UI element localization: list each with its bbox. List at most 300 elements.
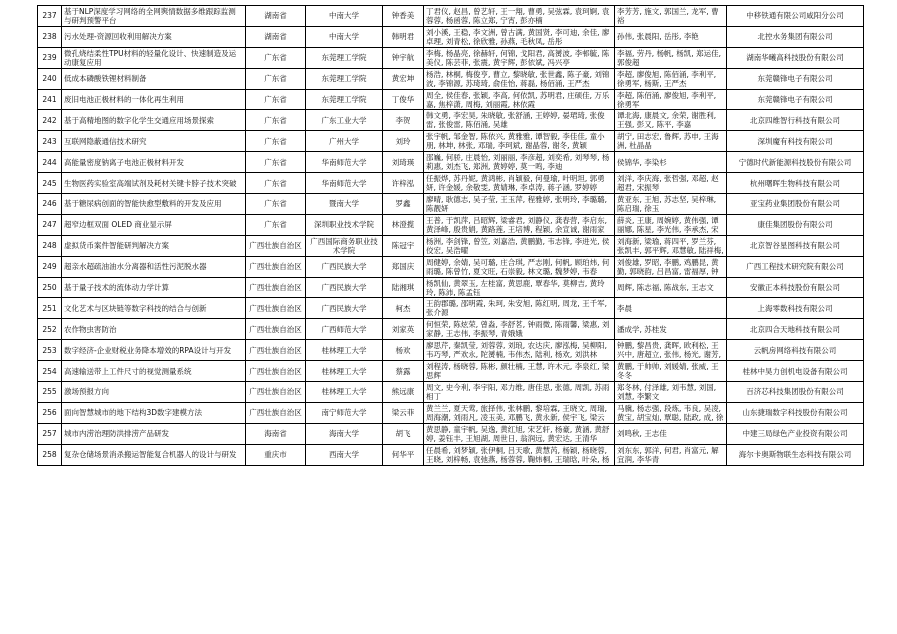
province: 广西壮族自治区 [249, 324, 302, 334]
team-members-cell [424, 152, 615, 173]
team-leader-cell [383, 361, 424, 382]
team-members-cell [424, 382, 615, 403]
enterprise-mentors: 胡宁, 田志宏, 鲁辉, 苏申, 王海洲, 杜晶晶 [617, 132, 719, 151]
project-title-cell [62, 256, 246, 277]
team-leader: 陆湘琪 [391, 283, 415, 293]
university: 东莞理工学院 [321, 95, 367, 104]
province: 湖南省 [264, 32, 287, 42]
team-members-cell [424, 89, 615, 110]
province-cell [246, 235, 306, 256]
project-title-cell [62, 194, 246, 215]
province-cell [246, 214, 306, 235]
row-number-cell [38, 444, 62, 465]
project-title: 基于高精地图的数字化学生交通应用场景探索 [64, 115, 214, 125]
team-members-cell [424, 68, 615, 89]
enterprise-mentors-cell [615, 298, 727, 319]
province: 广东省 [264, 53, 287, 63]
enterprise-name-cell [727, 194, 864, 215]
table-row [38, 152, 864, 173]
team-leader: 陈冠宇 [391, 241, 415, 251]
enterprise-mentors: 刘洋, 李庆海, 张哲强, 邓超, 赵超君, 宋振琴 [617, 174, 719, 193]
project-title-cell [62, 173, 246, 194]
enterprise-name: 山东捷瑞数字科技股份有限公司 [742, 408, 848, 418]
row-number-cell [38, 361, 62, 382]
team-leader-cell [383, 319, 424, 340]
row-number-cell [38, 277, 62, 298]
row-number: 255 [42, 387, 57, 397]
row-number: 240 [42, 74, 57, 84]
province-cell [246, 110, 306, 131]
team-leader-cell [383, 340, 424, 361]
row-number-cell [38, 47, 62, 68]
university: 西南大学 [329, 450, 359, 460]
enterprise-name-cell [727, 152, 864, 173]
university: 广西民族大学 [321, 303, 367, 313]
university-cell [306, 110, 383, 131]
university-cell [306, 423, 383, 444]
team-leader: 刘家英 [391, 324, 415, 334]
project-title: 低成本磷酸铁锂材料制备 [64, 74, 147, 84]
enterprise-mentors: 黄鹏, 于帅帅, 刘媛婧, 张威, 王冬冬 [617, 362, 719, 381]
enterprise-mentors: 周辉, 陈志福, 陈战东, 王志文 [617, 283, 714, 293]
team-leader: 林澄揽 [391, 220, 415, 230]
enterprise-mentors-cell [615, 277, 727, 298]
province: 广西壮族自治区 [249, 366, 302, 376]
province-cell [246, 173, 306, 194]
row-number-cell [38, 89, 62, 110]
enterprise-mentors-cell [615, 444, 727, 465]
university: 中南大学 [329, 11, 359, 21]
university-cell [306, 131, 383, 152]
university: 广西国际商务职业技术学院 [310, 236, 378, 255]
province-cell [246, 361, 306, 382]
enterprise-mentors-cell [615, 131, 727, 152]
table-row [38, 194, 864, 215]
enterprise-name: 安徽正本科技股份有限公司 [750, 283, 840, 293]
table-row [38, 26, 864, 47]
team-members-cell [424, 444, 615, 465]
enterprise-name: 海尔卡奥斯物联生态科技有限公司 [738, 450, 852, 460]
table-row [38, 298, 864, 319]
province: 广西壮族自治区 [249, 408, 302, 418]
row-number: 244 [42, 157, 57, 167]
row-number: 250 [42, 283, 57, 293]
province: 广东省 [264, 199, 287, 209]
team-members: 杨浩, 林桐, 梅俊亨, 曹立, 黎晓敏, 张世鑫, 陈子豪, 刘锦波, 李锦源, 苏琦琦, 俞佳怡, 蒋磊, 杨佰涌, 王严杰 [426, 69, 610, 88]
team-members-cell [424, 26, 615, 47]
enterprise-name-cell [727, 256, 864, 277]
row-number: 243 [42, 136, 57, 146]
team-leader: 何华平 [391, 450, 415, 460]
project-title: 基于NLP深度学习网络的全网舆情数据多维跟踪监测与研判预警平台 [64, 6, 236, 25]
row-number-cell [38, 173, 62, 194]
enterprise-name-cell [727, 423, 864, 444]
project-title: 文化艺术与区块链等数字科技的结合与创新 [64, 303, 207, 313]
team-members: 任振烨, 苏丹妮, 黄鸿彬, 肖颖毅, 何曼瑜, 叶明坦, 郭勇妍, 许金媛, 余敬雯, 黄婧琳, 李卓涛, 蒋子涵, 罗婷婷 [426, 174, 605, 193]
table-row [38, 235, 864, 256]
enterprise-name: 东莞赣锋电子有限公司 [757, 95, 833, 104]
enterprise-mentors-cell [615, 402, 727, 423]
table-row [38, 173, 864, 194]
project-title: 微孔烧结柔性TPU材料的轻量化设计、快速制造及运动康复应用 [64, 48, 237, 67]
project-title: 废旧电池正极材料的一体化再生利用 [64, 95, 184, 104]
university-cell [306, 152, 383, 173]
project-title-cell [62, 340, 246, 361]
university: 华南师范大学 [321, 157, 367, 167]
enterprise-name-cell [727, 402, 864, 423]
university: 东莞理工学院 [321, 74, 367, 84]
university-cell [306, 173, 383, 194]
province: 广西壮族自治区 [249, 283, 302, 293]
project-list-sheet [37, 5, 863, 466]
row-number-cell [38, 382, 62, 403]
table-row [38, 277, 864, 298]
province-cell [246, 298, 306, 319]
project-title: 城市内涝治理防洪排涝产品研发 [64, 429, 169, 439]
university: 华南师范大学 [321, 178, 367, 188]
enterprise-mentors: 李福, 劳丹, 杨帆, 杨凯, 郑运佳, 郭俊超 [617, 48, 721, 67]
province-cell [246, 340, 306, 361]
table-row [38, 361, 864, 382]
university-cell [306, 340, 383, 361]
team-members-cell [424, 298, 615, 319]
enterprise-mentors: 李超, 廖俊旭, 陈佰涌, 李利平, 徐勇军, 杨斯, 王严杰 [617, 69, 717, 88]
team-leader-cell [383, 382, 424, 403]
team-leader: 郑国庆 [391, 262, 415, 272]
university: 桂林理工大学 [321, 387, 367, 397]
table-row [38, 214, 864, 235]
province-cell [246, 26, 306, 47]
project-title-cell [62, 382, 246, 403]
project-title: 激场预报方向 [64, 387, 109, 397]
province-cell [246, 194, 306, 215]
province-cell [246, 131, 306, 152]
province-cell [246, 89, 306, 110]
table-row [38, 423, 864, 444]
enterprise-mentors: 侯锦华, 李染杉 [617, 157, 667, 167]
project-title-cell [62, 214, 246, 235]
province-cell [246, 152, 306, 173]
project-title-cell [62, 6, 246, 27]
enterprise-mentors-cell [615, 26, 727, 47]
university: 广西民族大学 [321, 262, 367, 272]
province-cell [246, 319, 306, 340]
team-leader-cell [383, 131, 424, 152]
team-leader-cell [383, 277, 424, 298]
team-leader-cell [383, 47, 424, 68]
team-leader: 柯杰 [395, 303, 411, 313]
team-members-cell [424, 235, 615, 256]
row-number: 239 [42, 53, 57, 63]
enterprise-name: 百济芯科技集团股份有限公司 [746, 387, 844, 397]
university-cell [306, 235, 383, 256]
province-cell [246, 277, 306, 298]
province: 广东省 [264, 157, 287, 167]
row-number-cell [38, 6, 62, 27]
project-title: 污水处理-资源回收利用解决方案 [64, 32, 172, 42]
project-title-cell [62, 26, 246, 47]
project-title-cell [62, 89, 246, 110]
province: 广西壮族自治区 [249, 241, 302, 251]
team-members-cell [424, 131, 615, 152]
university-cell [306, 444, 383, 465]
province-cell [246, 256, 306, 277]
team-members: 黄兰兰, 夏天莺, 旅择伟, 张林鹏, 黎培霖, 王晓文, 周瑞, 周海潮, 刘雨凡, 凌玉美, 邓鹏飞, 黄永新, 侯宇飞, 梁云 [426, 403, 607, 422]
row-number-cell [38, 131, 62, 152]
team-members-cell [424, 110, 615, 131]
team-leader-cell [383, 444, 424, 465]
enterprise-mentors-cell [615, 382, 727, 403]
enterprise-mentors-cell [615, 256, 727, 277]
team-members: 王普, 于凯萍, 吕昭辉, 梁睿君, 刘静仪, 龚春营, 李启东, 黄泽峰, 殷贵娟, 黄路莲, 王培博, 程颖, 余宣诚, 谢雨家 [426, 215, 607, 234]
team-members: 周文, 史今利, 李宇阳, 邓力维, 唐佳思, 张德, 周凯, 苏雨相丁 [426, 382, 610, 401]
team-leader-cell [383, 110, 424, 131]
province: 广西壮族自治区 [249, 303, 302, 313]
team-leader-cell [383, 402, 424, 423]
team-members-cell [424, 361, 615, 382]
team-leader-cell [383, 423, 424, 444]
team-leader: 韩明君 [391, 32, 415, 42]
table-row [38, 382, 864, 403]
university: 广西民族大学 [321, 283, 367, 293]
table-row [38, 402, 864, 423]
project-title-cell [62, 110, 246, 131]
team-members: 杨凯仙, 黄翠玉, 左桂富, 黄思鹿, 覃春华, 莫柳吉, 黄玲玲, 陈沛, 陈孟钰 [426, 278, 605, 297]
team-members-cell [424, 173, 615, 194]
table-row [38, 444, 864, 465]
province-cell [246, 382, 306, 403]
university-cell [306, 319, 383, 340]
team-members: 廖思芹, 秦凯莹, 刘蓉蓉, 刘琅, 农达庆, 廖泓梅, 吴柳阳, 韦巧琴, 严欢永, 陀赟楠, 韦伟杰, 陆利, 杨欢, 刘洪林 [426, 341, 607, 360]
project-title: 高速输送带上工件尺寸的视觉测量系统 [64, 366, 192, 376]
row-number-cell [38, 194, 62, 215]
row-number: 253 [42, 345, 57, 355]
project-title: 面向智慧城市的地下结构3D数字建模方法 [64, 408, 203, 418]
university-cell [306, 382, 383, 403]
enterprise-name-cell [727, 68, 864, 89]
enterprise-name: 北京四维智行科技有限公司 [750, 115, 840, 125]
project-title-cell [62, 47, 246, 68]
enterprise-mentors-cell [615, 68, 727, 89]
team-members: 任晨希, 刘梦颖, 张伊桐, 吕天歌, 黄慧芮, 杨颖, 杨晓蓉, 王晓, 刘梓畅, 袁弛燕, 杨蓉蓉, 鞠炜桐, 王瑞晗, 叶朵, 杨 [426, 445, 610, 464]
enterprise-mentors: 李超, 陈佰涌, 廖俊旭, 李利平, 徐勇军 [617, 90, 717, 109]
university: 桂林理工大学 [321, 345, 367, 355]
enterprise-name: 东莞赣锋电子有限公司 [757, 74, 833, 84]
enterprise-name-cell [727, 89, 864, 110]
province: 海南省 [264, 429, 287, 439]
table-row [38, 89, 864, 110]
enterprise-name-cell [727, 319, 864, 340]
enterprise-mentors-cell [615, 214, 727, 235]
enterprise-name-cell [727, 444, 864, 465]
project-title-cell [62, 402, 246, 423]
project-title-cell [62, 319, 246, 340]
project-title: 高能量密度钠离子电池正极材料开发 [64, 157, 184, 167]
enterprise-name-cell [727, 26, 864, 47]
team-leader-cell [383, 256, 424, 277]
table-row [38, 256, 864, 277]
enterprise-name-cell [727, 235, 864, 256]
row-number: 251 [42, 303, 57, 313]
team-members: 王韵郡璐, 邵明霞, 朱珂, 朱安旭, 陈红明, 周龙, 王千军, 张介源 [426, 299, 607, 318]
enterprise-mentors: 谭北海, 康晨文, 余荣, 谢胜利, 王强, 彭又, 陈平, 李嘉 [617, 111, 717, 130]
university-cell [306, 277, 383, 298]
enterprise-name: 深圳魔有科技有限公司 [757, 136, 833, 146]
team-members: 廖晴, 耿德志, 吴子莹, 王玉萍, 程雅婷, 张明玲, 李璐璐, 陈靓妍 [426, 194, 607, 213]
enterprise-name: 北京四合天地科技有限公司 [750, 324, 840, 334]
university-cell [306, 298, 383, 319]
row-number: 237 [42, 11, 57, 21]
enterprise-mentors-cell [615, 152, 727, 173]
row-number: 258 [42, 450, 57, 460]
enterprise-name: 桂林中昊力创机电设备有限公司 [742, 366, 848, 376]
enterprise-name: 北控水务集团有限公司 [757, 32, 833, 42]
row-number-cell [38, 68, 62, 89]
enterprise-name-cell [727, 277, 864, 298]
row-number-cell [38, 340, 62, 361]
enterprise-mentors-cell [615, 340, 727, 361]
enterprise-mentors: 郑冬林, 付泽雄, 刘韦慧, 刘国, 刘慧, 李繁文 [617, 382, 717, 401]
team-members-cell [424, 214, 615, 235]
enterprise-mentors-cell [615, 89, 727, 110]
row-number-cell [38, 423, 62, 444]
team-leader: 胡飞 [395, 429, 411, 439]
project-title-cell [62, 235, 246, 256]
province-cell [246, 402, 306, 423]
project-title: 基于量子技术的流体动力学计算 [64, 283, 169, 293]
row-number: 248 [42, 241, 57, 251]
province: 广东省 [264, 95, 287, 104]
team-leader: 罗鑫 [395, 199, 411, 209]
team-members-cell [424, 423, 615, 444]
university: 中南大学 [329, 32, 359, 42]
province: 广东省 [264, 136, 287, 146]
province-cell [246, 444, 306, 465]
row-number: 246 [42, 199, 57, 209]
row-number: 238 [42, 32, 57, 42]
enterprise-mentors: 刘东东, 郭洋, 何君, 肖富元, 解宜润, 李华青 [617, 445, 719, 464]
project-title-cell [62, 152, 246, 173]
university-cell [306, 47, 383, 68]
enterprise-name: 广西工程技术研究院有限公司 [746, 262, 844, 272]
row-number: 254 [42, 366, 57, 376]
team-leader: 梁云菲 [391, 408, 415, 418]
enterprise-name-cell [727, 47, 864, 68]
team-leader: 丁俊华 [391, 95, 415, 104]
team-leader: 钟香美 [391, 11, 415, 21]
enterprise-mentors-cell [615, 361, 727, 382]
enterprise-mentors: 李芳芳, 施文, 郭国兰, 龙军, 曹裕 [617, 6, 719, 25]
team-leader-cell [383, 235, 424, 256]
province: 广东省 [264, 74, 287, 84]
row-number: 241 [42, 95, 57, 104]
team-members: 丁君仪, 赵昌, 曾艺轩, 王一翔, 曹勇, 吴弦霖, 袁珂婀, 袁蓉蓉, 杨函蓉, 陈立郑, 宁宵, 彭亦楠 [426, 6, 610, 25]
team-leader: 黄宏坤 [391, 74, 415, 84]
enterprise-name: 中移铁通有限公司咸阳分公司 [746, 11, 844, 21]
team-leader: 许梓泓 [391, 178, 415, 188]
table-row [38, 319, 864, 340]
team-leader-cell [383, 89, 424, 110]
enterprise-mentors: 薛炎, 王康, 周婉婷, 黄伟强, 谭丽娜, 陈星, 李光伟, 李承杰, 宋 [617, 215, 719, 234]
row-number-cell [38, 256, 62, 277]
team-members: 黄思静, 童宇帆, 吴逸, 黄红旭, 宋艺轩, 杨豪, 黄涵, 黄舒婷, 姜钰丰, 王旭湖, 周世日, 翁润远, 黄宏达, 王清华 [426, 424, 610, 443]
team-members: 刘小溪, 王稳, 李文洲, 曾古满, 黄国贤, 李可迪, 余佳, 廖卓理, 刘青松, 徐欣雅, 孙燕, 毛秋凤, 岳彤 [426, 27, 610, 46]
university-cell [306, 256, 383, 277]
enterprise-name-cell [727, 110, 864, 131]
row-number-cell [38, 110, 62, 131]
university-cell [306, 6, 383, 27]
enterprise-mentors: 钟鹏, 黎昌贵, 龚晖, 欧利松, 王兴中, 唐超立, 张伟, 杨光, 谢芳, [617, 341, 721, 360]
university: 广州大学 [329, 136, 359, 146]
enterprise-name: 康佳集团股份有限公司 [757, 220, 833, 230]
team-leader: 熊远康 [391, 387, 415, 397]
enterprise-mentors-cell [615, 194, 727, 215]
row-number-cell [38, 214, 62, 235]
province: 广东省 [264, 115, 287, 125]
project-title-cell [62, 423, 246, 444]
enterprise-mentors-cell [615, 235, 727, 256]
enterprise-name: 杭州曙晖生物科技有限公司 [750, 178, 840, 188]
university-cell [306, 89, 383, 110]
university-cell [306, 361, 383, 382]
enterprise-mentors: 刘俊雄, 罗昭, 李鹏, 鸡鹏昆, 黄勤, 郭晓韵, 吕昌富, 雷福厚, 钟 [617, 257, 719, 276]
enterprise-name: 宁德时代新能源科技股份有限公司 [738, 157, 852, 167]
enterprise-mentors-cell [615, 6, 727, 27]
enterprise-mentors-cell [615, 173, 727, 194]
project-title: 基于糖尿病创面的智能快愈型敷料的开发及应用 [64, 199, 222, 209]
enterprise-mentors: 孙伟, 张晨阳, 岳彤, 李艳 [617, 32, 699, 42]
project-title-cell [62, 68, 246, 89]
team-members: 周健婷, 余婧, 吴可璐, 庄合琪, 严志刚, 何帆, 顾珀炜, 何雨璐, 陈曾竹, 夏文旺, 石崇毅, 林文璐, 魏梦婷, 韦春 [426, 257, 610, 276]
team-members-cell [424, 277, 615, 298]
enterprise-name: 上海零数科技有限公司 [757, 303, 833, 313]
row-number: 249 [42, 262, 57, 272]
team-members-cell [424, 402, 615, 423]
university: 广西师范大学 [321, 324, 367, 334]
enterprise-mentors: 李晨 [617, 303, 632, 313]
team-leader-cell [383, 298, 424, 319]
enterprise-mentors-cell [615, 319, 727, 340]
university-cell [306, 194, 383, 215]
table-row [38, 6, 864, 27]
enterprise-name: 亚宝药业集团股份有限公司 [750, 199, 840, 209]
enterprise-name-cell [727, 214, 864, 235]
team-members-cell [424, 256, 615, 277]
university-cell [306, 214, 383, 235]
enterprise-name-cell [727, 382, 864, 403]
university-cell [306, 26, 383, 47]
university: 深圳职业技术学院 [314, 220, 374, 230]
project-title-cell [62, 298, 246, 319]
team-leader: 蔡露 [395, 366, 411, 376]
team-members-cell [424, 319, 615, 340]
enterprise-mentors: 刘海新, 梁瑜, 蒋四平, 罗兰芬, 张凯丰, 郭平辉, 邓慧敏, 陆祥梅, [617, 236, 724, 255]
province: 广西壮族自治区 [249, 387, 302, 397]
team-leader-cell [383, 152, 424, 173]
project-title: 农作物虫害防治 [64, 324, 117, 334]
row-number: 245 [42, 178, 57, 188]
team-members: 何恒荣, 陈炫荣, 曾淼, 李舒茗, 钟雨微, 陈雨馨, 梁惠, 刘家静, 王志伟, 李振琴, 青娥娥 [426, 320, 610, 339]
row-number: 247 [42, 220, 57, 230]
province: 广东省 [264, 178, 287, 188]
row-number: 242 [42, 115, 57, 125]
province: 广东省 [264, 220, 287, 230]
team-leader: 刘玲 [395, 136, 411, 146]
university-cell [306, 68, 383, 89]
team-members: 刘程涛, 杨晓蓉, 陈彬, 颜壮楠, 王慧, 许木元, 李泉红, 梁思辉 [426, 362, 610, 381]
enterprise-name-cell [727, 6, 864, 27]
enterprise-name: 云帆房网络科技有限公司 [753, 345, 837, 355]
